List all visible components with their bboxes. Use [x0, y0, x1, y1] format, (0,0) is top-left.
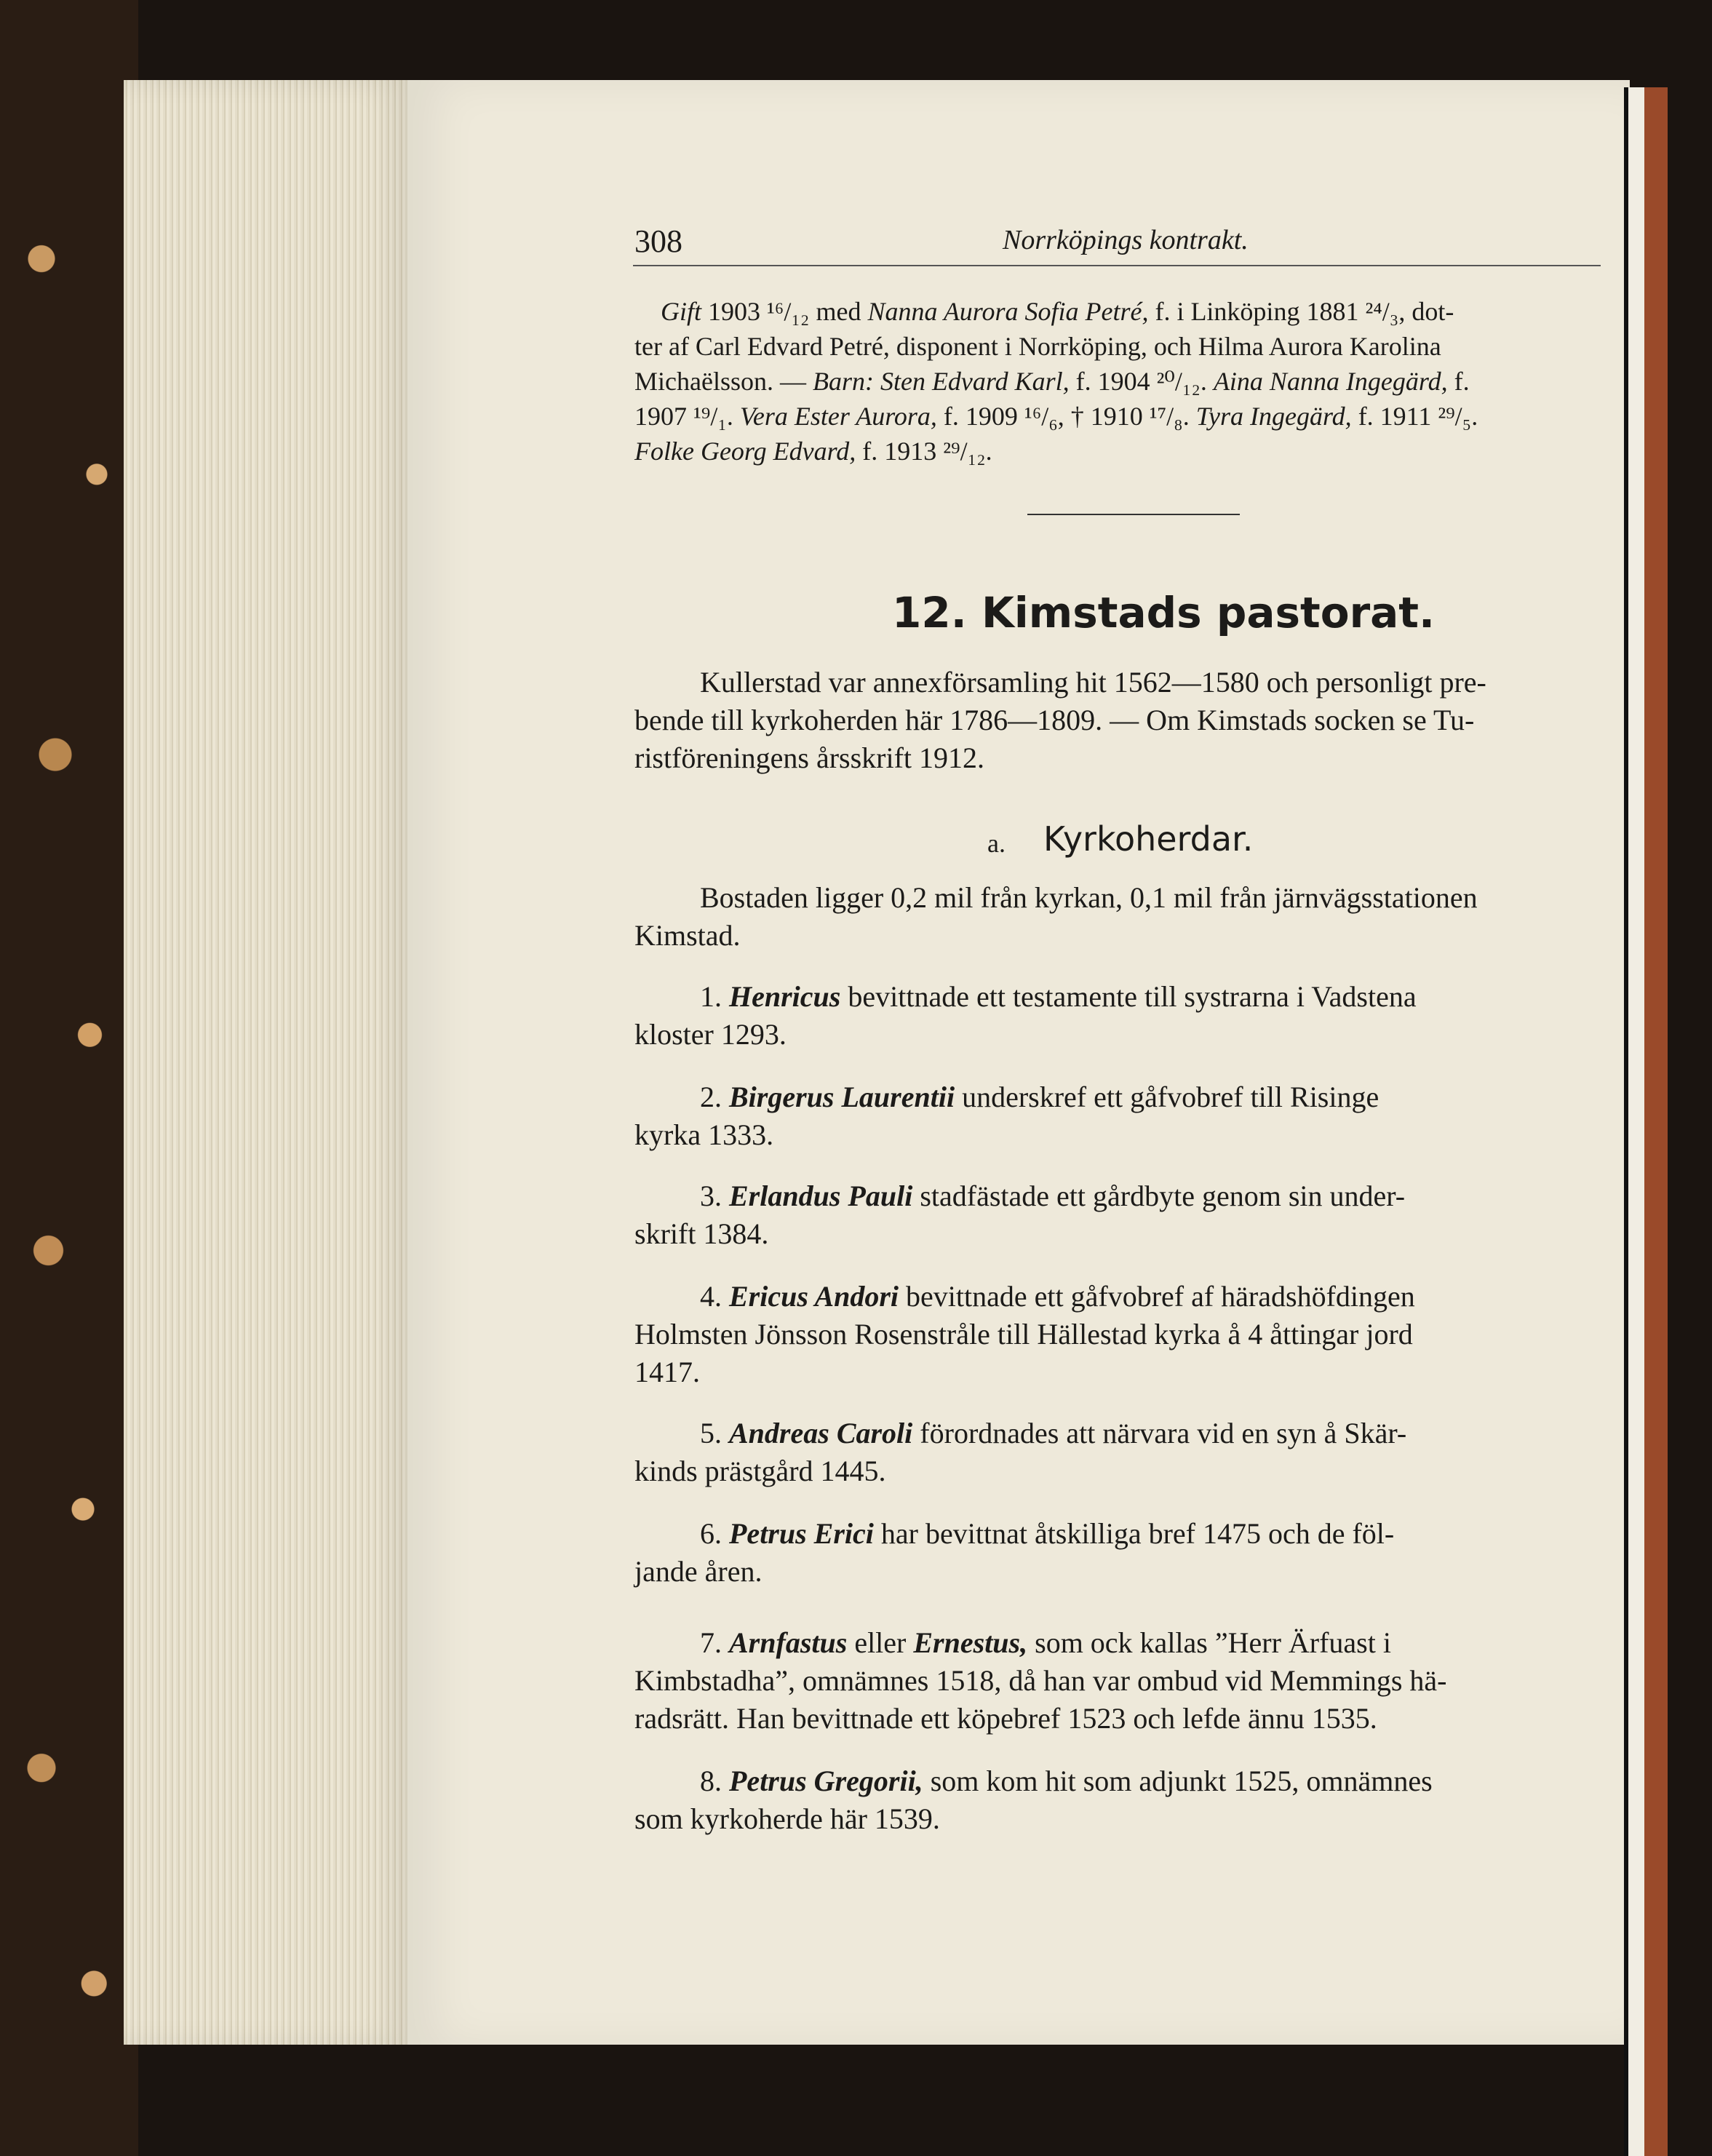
section-title: 12. Kimstads pastorat.	[892, 588, 1436, 637]
entry-6-line-2: jande åren.	[634, 1555, 763, 1588]
book-cover-edge	[0, 0, 138, 2156]
gift-line-3: Michaëlsson. — Barn: Sten Edvard Karl, f. 1904 ²⁰/₁₂. Aina Nanna Ingegärd, f.	[634, 367, 1470, 396]
entry-2-line-1: 2. Birgerus Laurentii underskref ett gåfvobref till Risinge	[700, 1081, 1379, 1113]
running-title: Norrköpings kontrakt.	[1003, 225, 1249, 255]
entry-7-line-1: 7. Arnfastus eller Ernestus, som ock kallas ”Herr Ärfuast i	[700, 1626, 1391, 1659]
entry-5-line-2: kinds prästgård 1445.	[634, 1455, 886, 1487]
header-rule	[633, 265, 1601, 266]
intro-line-1: Kullerstad var annexförsamling hit 1562—1580 och personligt pre-	[700, 666, 1486, 699]
entry-3-line-2: skrift 1384.	[634, 1217, 769, 1250]
entry-4-line-1: 4. Ericus Andori bevittnade ett gåfvobref af häradshöfdingen	[700, 1280, 1415, 1313]
subsection-letter: a.	[987, 829, 1006, 858]
page-stack	[124, 80, 415, 2045]
entry-1-line-2: kloster 1293.	[634, 1018, 787, 1051]
entry-8-line-2: som kyrkoherde här 1539.	[634, 1802, 940, 1835]
entry-3-line-1: 3. Erlandus Pauli stadfästade ett gårdbyte genom sin under-	[700, 1180, 1406, 1212]
entry-7-line-3: radsrätt. Han bevittnade ett köpebref 1523 och lefde ännu 1535.	[634, 1702, 1377, 1735]
entry-1-line-1: 1. Henricus bevittnade ett testamente till systrarna i Vadstena	[700, 980, 1417, 1013]
gift-line-5: Folke Georg Edvard, f. 1913 ²⁹/₁₂.	[634, 437, 992, 466]
entry-6-line-1: 6. Petrus Erici har bevittnat åtskilliga bref 1475 och de föl-	[700, 1517, 1395, 1550]
gift-line-1: Gift 1903 ¹⁶/₁₂ med Nanna Aurora Sofia Petré, f. i Linköping 1881 ²⁴/₃, dot-	[661, 297, 1454, 326]
bostaden-line-2: Kimstad.	[634, 919, 741, 952]
entry-2-line-2: kyrka 1333.	[634, 1118, 774, 1151]
entry-7-line-2: Kimbstadha”, omnämnes 1518, då han var ombud vid Memmings hä-	[634, 1664, 1447, 1697]
bostaden-line-1: Bostaden ligger 0,2 mil från kyrkan, 0,1 mil från järnvägsstationen	[700, 881, 1478, 914]
section-separator	[1027, 514, 1240, 515]
entry-4-line-3: 1417.	[634, 1356, 700, 1388]
right-page-edge	[1624, 87, 1712, 2156]
intro-line-3: ristföreningens årsskrift 1912.	[634, 741, 985, 774]
intro-line-2: bende till kyrkoherden här 1786—1809. — Om Kimstads socken se Tu-	[634, 704, 1475, 736]
page-number: 308	[634, 223, 682, 259]
gift-line-2: ter af Carl Edvard Petré, disponent i Norrköping, och Hilma Aurora Karolina	[634, 332, 1441, 361]
entry-8-line-1: 8. Petrus Gregorii, som kom hit som adjunkt 1525, omnämnes	[700, 1765, 1433, 1797]
entry-5-line-1: 5. Andreas Caroli förordnades att närvara vid en syn å Skär-	[700, 1417, 1407, 1449]
entry-4-line-2: Holmsten Jönsson Rosenstråle till Hällestad kyrka å 4 åttingar jord	[634, 1318, 1413, 1351]
gift-line-4: 1907 ¹⁹/₁. Vera Ester Aurora, f. 1909 ¹⁶/₆, † 1910 ¹⁷/₈. Tyra Ingegärd, f. 1911 ²⁹/₅.	[634, 402, 1478, 431]
subsection-title: Kyrkoherdar.	[1043, 819, 1254, 859]
